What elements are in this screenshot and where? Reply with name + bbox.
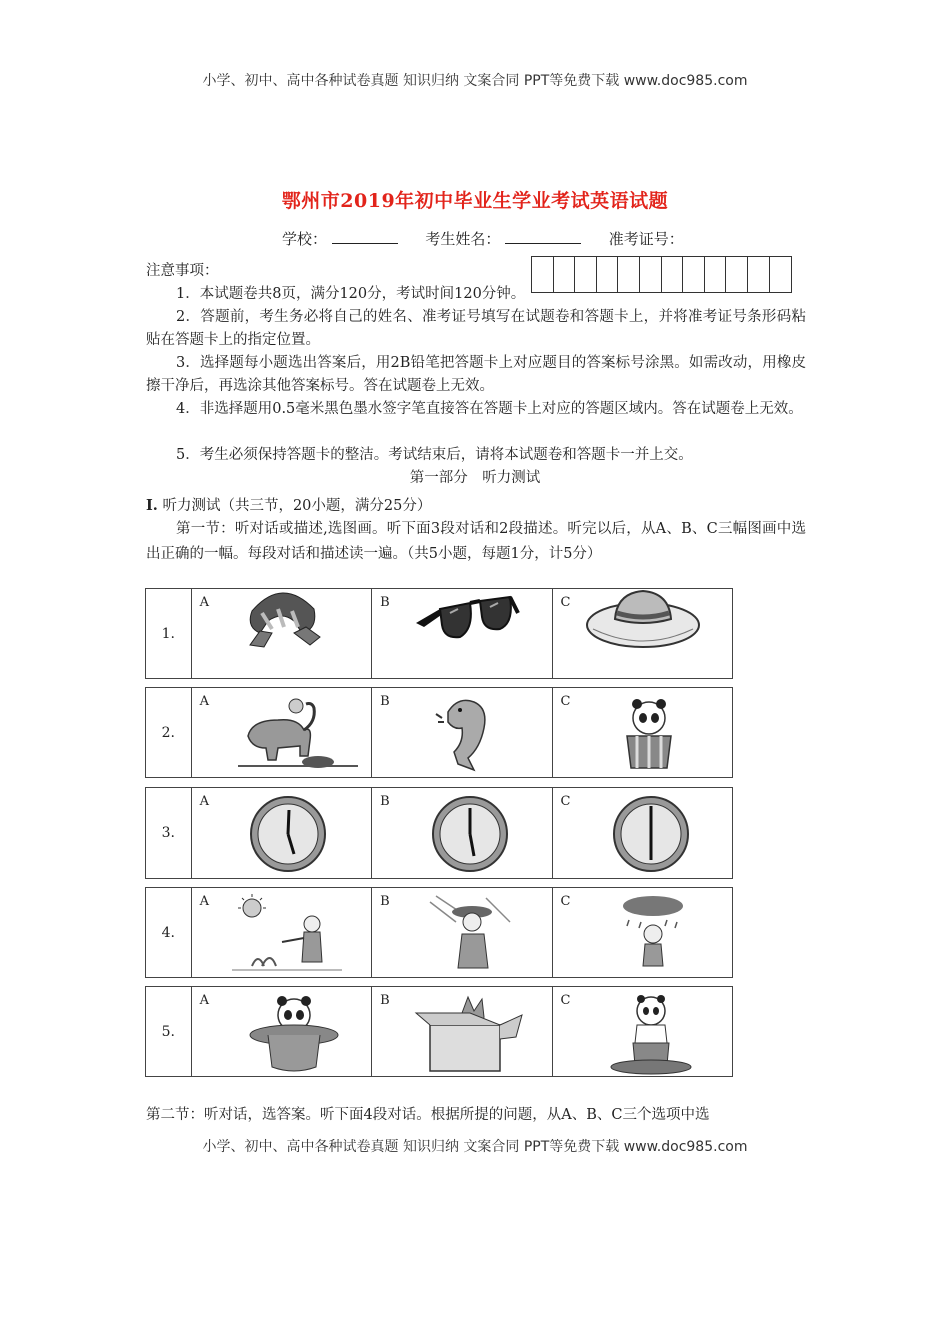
id-box [640,257,662,292]
option-label: B [380,894,390,909]
question-row [145,687,733,778]
candidate-info [282,228,684,249]
id-box [575,257,597,292]
section-heading-text: 听力测试（共三节，20小题，满分25分） [162,498,432,514]
option-label: C [560,894,571,909]
id-box [618,257,640,292]
name-label: 考生姓名： [425,230,501,248]
option-cell[interactable] [553,987,732,1076]
fox-in-box-icon [410,991,530,1075]
option-cell[interactable] [553,888,732,977]
part-one-title: 第一部分 听力测试 [409,470,541,486]
notice-item: 5．考生必须保持答题卡的整洁。考试结束后，请将本试题卷和答题卡一并上交。 [176,447,693,463]
sunglasses-icon [410,583,520,653]
notice-item: 3．选择题每小题选出答案后，用2B铅笔把答题卡上对应题目的答案标号涂黑。如需改动，用橡皮擦干净后，再选涂其他答案标号。答在试题卷上无效。 [146,355,806,394]
clock-icon [430,794,510,874]
option-cell[interactable] [192,788,372,878]
section-two-instructions: 第二节：听对话，选答案。听下面4段对话。根据所提的问题，从A、B、C三个选项中选 [146,1107,710,1123]
panda-in-hat-icon [244,991,344,1075]
id-box [705,257,727,292]
option-cell[interactable] [192,987,372,1076]
id-box [726,257,748,292]
school-label: 学校： [282,230,328,248]
id-box [532,257,554,292]
option-label: C [560,794,571,809]
id-box [662,257,684,292]
option-label: A [199,595,210,610]
sunny-girl-icon [232,892,342,976]
option-cell[interactable] [372,987,552,1076]
windy-girl-icon [426,892,516,976]
question-number: 4. [146,888,192,977]
question-row [145,787,733,879]
page-header: 小学、初中、高中各种试卷真题 知识归纳 文案合同 PPT等免费下载 www.doc985.com [202,73,748,89]
id-box [597,257,619,292]
option-cell[interactable] [372,788,552,878]
option-cell[interactable] [372,888,552,977]
option-cell[interactable] [192,688,372,777]
notice-item: 2．答题前，考生务必将自己的姓名、准考证号填写在试题卷和答题卡上，并将准考证号条形码粘贴在答题卡上的指定位置。 [146,309,806,348]
notice-item: 4．非选择题用0.5毫米黑色墨水签字笔直接答在答题卡上对应的答题区域内。答在试题卷上无效。 [176,401,803,417]
question-row [145,588,733,679]
option-cell[interactable] [372,589,552,678]
id-box [748,257,770,292]
option-label: C [560,694,571,709]
notice-heading: 注意事项： [146,263,219,279]
option-label: B [380,694,390,709]
question-row [145,986,733,1077]
section-roman: Ⅰ. [146,497,158,514]
rainy-girl-icon [607,892,697,976]
id-label: 准考证号： [608,230,684,248]
scarf-icon [232,581,332,653]
panda-on-hat-icon [607,991,697,1075]
exam-title: 鄂州市2019年初中毕业生学业考试英语试题 [281,190,669,212]
section-heading [146,494,431,518]
id-box [683,257,705,292]
question-number: 2. [146,688,192,777]
id-number-boxes [531,256,792,293]
option-label: A [199,694,210,709]
elephant-icon [238,696,358,776]
section-one-instructions: 第一节：听对话或描述,选图画。听下面3段对话和2段描述。听完以后，从A、B、C三幅图画中选出正确的一幅。每段对话和描述读一遍。（共5小题，每题1分，计5分） [146,521,806,562]
option-cell[interactable] [192,589,372,678]
id-box [770,257,792,292]
question-number: 1. [146,589,192,678]
option-label: C [560,595,571,610]
panda-icon [609,692,689,774]
question-row [145,887,733,978]
school-blank [332,229,398,244]
question-number: 5. [146,987,192,1076]
option-cell[interactable] [553,589,732,678]
option-label: A [199,894,210,909]
option-cell[interactable] [192,888,372,977]
option-label: B [380,794,390,809]
option-label: A [199,794,210,809]
option-cell[interactable] [553,688,732,777]
clock-icon [248,794,328,874]
hat-icon [583,583,703,653]
option-cell[interactable] [372,688,552,777]
option-label: B [380,993,390,1008]
option-label: A [199,993,210,1008]
name-blank [505,229,581,244]
clock-icon [611,794,691,874]
notice-item: 1．本试题卷共8页，满分120分，考试时间120分钟。 [176,286,526,302]
option-label: B [380,595,390,610]
question-number: 3. [146,788,192,878]
id-box [554,257,576,292]
dolphin-icon [428,692,498,774]
page-footer: 小学、初中、高中各种试卷真题 知识归纳 文案合同 PPT等免费下载 www.doc985.com [202,1139,748,1155]
option-label: C [560,993,571,1008]
option-cell[interactable] [553,788,732,878]
